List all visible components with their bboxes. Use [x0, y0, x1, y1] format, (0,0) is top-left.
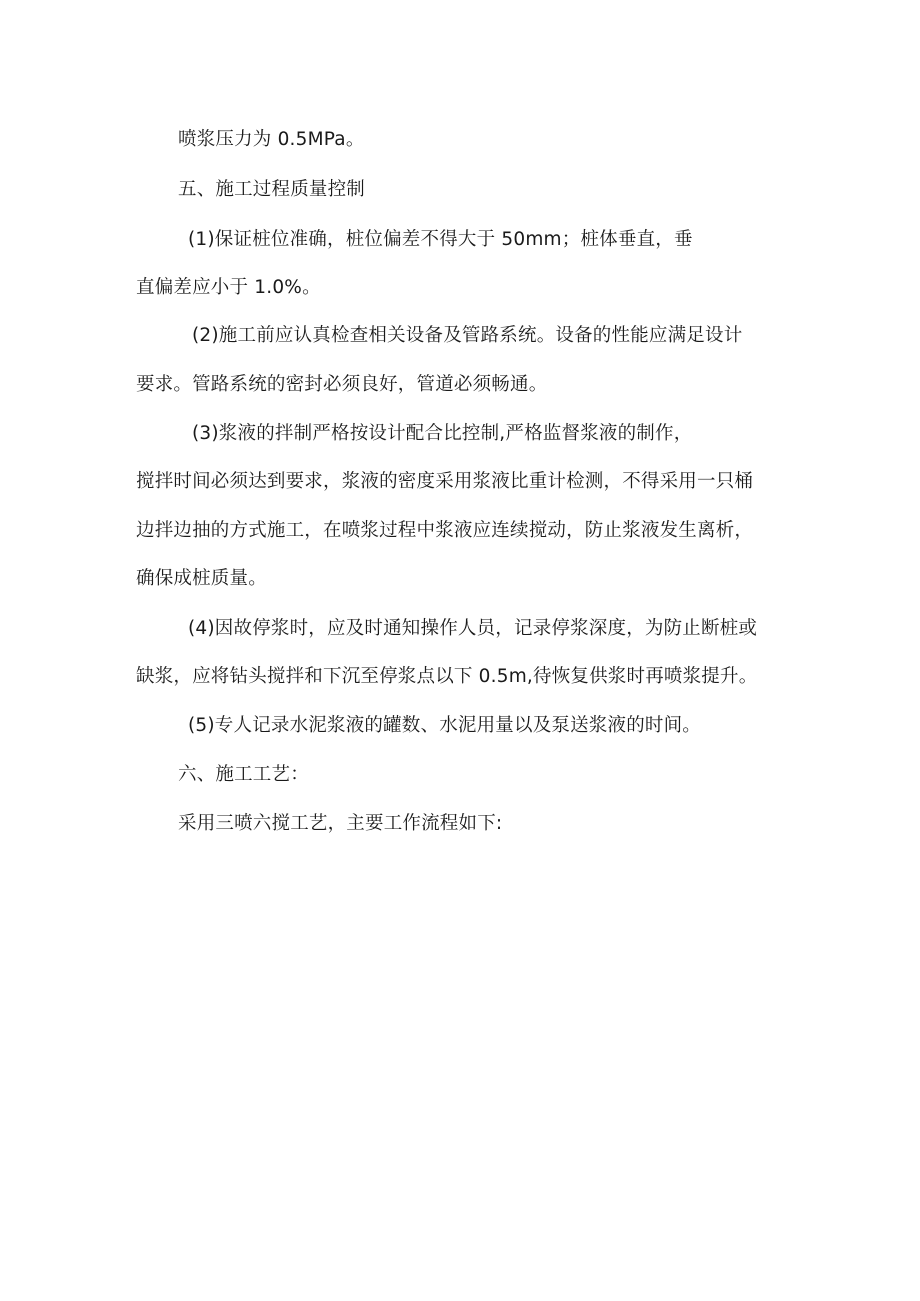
text-line-process-intro: 采用三喷六搅工艺，主要工作流程如下:	[178, 813, 503, 834]
text-line-item-3-cont-1: 搅拌时间必须达到要求，浆液的密度采用浆液比重计检测，不得采用一只桶	[136, 471, 754, 492]
text-line-item-5: (5)专人记录水泥浆液的罐数、水泥用量以及泵送浆液的时间。	[188, 715, 702, 736]
section-heading-process: 六、施工工艺：	[178, 764, 309, 785]
text-line-item-1: (1)保证桩位准确，桩位偏差不得大于 50mm；桩体垂直，垂	[188, 229, 693, 250]
text-line-item-1-cont: 直偏差应小于 1.0%。	[136, 277, 321, 298]
text-line-item-4: (4)因故停浆时，应及时通知操作人员，记录停浆深度，为防止断桩或	[188, 618, 758, 639]
text-line-item-3-cont-2: 边拌边抽的方式施工，在喷浆过程中浆液应连续搅动，防止浆液发生离析，	[136, 520, 754, 541]
text-line-item-4-cont: 缺浆，应将钻头搅拌和下沉至停浆点以下 0.5m,待恢复供浆时再喷浆提升。	[136, 666, 758, 687]
text-line-pressure: 喷浆压力为 0.5MPa。	[178, 129, 365, 150]
text-line-item-3-cont-3: 确保成桩质量。	[136, 568, 267, 589]
text-line-item-2-cont: 要求。管路系统的密封必须良好，管道必须畅通。	[136, 374, 548, 395]
text-line-item-3: (3)浆液的拌制严格按设计配合比控制,严格监督浆液的制作，	[192, 423, 693, 444]
section-heading-quality-control: 五、施工过程质量控制	[178, 179, 366, 200]
text-line-item-2: (2)施工前应认真检查相关设备及管路系统。设备的性能应满足设计	[192, 325, 743, 346]
